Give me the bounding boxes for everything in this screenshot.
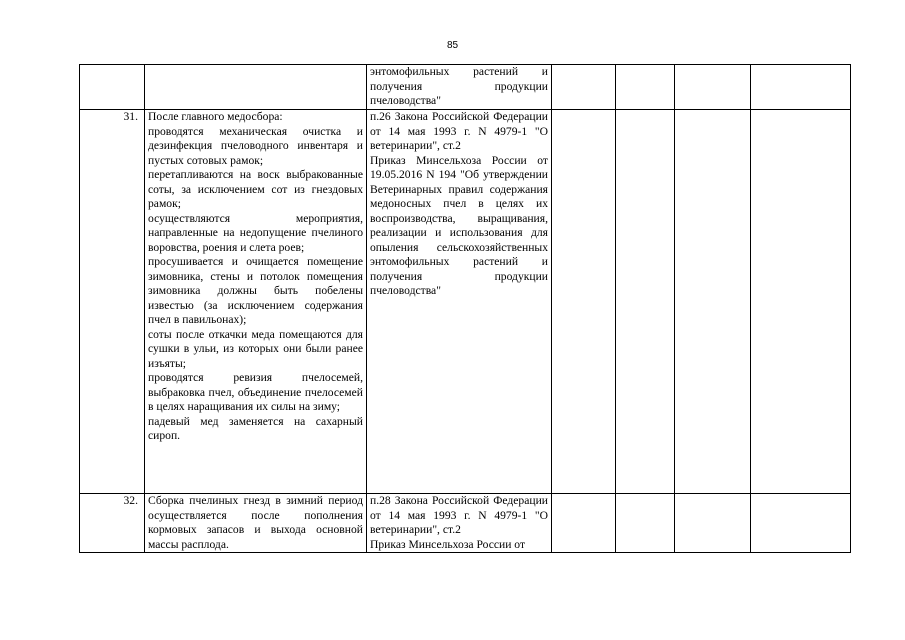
row-number xyxy=(80,65,145,110)
empty-cell xyxy=(552,494,616,553)
table-row xyxy=(80,110,851,494)
requirement-line: перетапливаются на воск выбракованные соты, за исключением сот из гнездовых рамок; xyxy=(148,168,363,210)
legal-basis-text: энтомофильных растений и получения продукции пчеловодства" xyxy=(370,65,548,107)
requirement-cell: Сборка пчелиных гнезд в зимний период осуществляется после пополнения кормовых запасов и выхода основной массы расплода. xyxy=(145,494,367,553)
legal-basis-line: п.26 Закона Российской Федерации от 14 мая 1993 г. N 4979-1 "О ветеринарии", ст.2 xyxy=(370,110,548,152)
legal-basis-cell xyxy=(367,110,552,494)
requirement-line: соты после откачки меда помещаются для сушки в ульи, из которых они были ранее изъяты; xyxy=(148,327,363,370)
requirement-line: После главного медосбора: xyxy=(148,110,283,123)
page-number: 85 xyxy=(446,40,459,51)
requirement-line: падевый мед заменяется на сахарный сироп. xyxy=(148,414,363,442)
legal-basis-cell xyxy=(367,494,552,553)
legal-basis-line: Приказ Минсельхоза России от xyxy=(370,537,526,551)
legal-basis-line: Приказ Минсельхоза России от 19.05.2016 N 194 "Об утверждении Ветеринарных правил содержания медоносных пчел в целях их воспроизводства, выращивания, реализации и использования для опыления сельскохозяйственных энтомофильных растений и получения продукции пчеловодства" xyxy=(370,153,548,297)
requirement-line: проводятся механическая очистка и дезинфекция пчеловодного инвентаря и пустых сотовых рамок; xyxy=(148,124,363,167)
legal-basis-line: п.28 Закона Российской Федерации от 14 мая 1993 г. N 4979-1 "О ветеринарии", ст.2 xyxy=(370,494,548,536)
empty-cell xyxy=(552,110,616,494)
empty-cell xyxy=(675,65,751,110)
requirement-line: проводятся ревизия пчелосемей, выбраковка пчел, объединение пчелосемей в целях наращивания их силы на зиму; xyxy=(148,371,363,413)
regulation-table xyxy=(79,64,851,553)
empty-cell xyxy=(552,65,616,110)
empty-cell xyxy=(751,110,851,494)
requirement-cell xyxy=(145,110,367,494)
row-number: 32. xyxy=(80,494,145,553)
empty-cell xyxy=(751,65,851,110)
row-number: 31. xyxy=(80,110,145,494)
requirement-cell xyxy=(145,65,367,110)
empty-cell xyxy=(675,494,751,553)
legal-basis-cell xyxy=(367,65,552,110)
requirement-line: просушивается и очищается помещение зимовника, стены и потолок помещения зимовника должны быть побелены известью (за исключением содержания пчел в павильонах); xyxy=(148,255,363,326)
empty-cell xyxy=(675,110,751,494)
requirement-line: осуществляются мероприятия, направленные на недопущение пчелиного воровства, роения и слета роев; xyxy=(148,211,363,254)
table-row xyxy=(80,65,851,110)
empty-cell xyxy=(616,65,675,110)
empty-cell xyxy=(616,494,675,553)
table-row xyxy=(80,494,851,553)
empty-cell xyxy=(751,494,851,553)
empty-cell xyxy=(616,110,675,494)
